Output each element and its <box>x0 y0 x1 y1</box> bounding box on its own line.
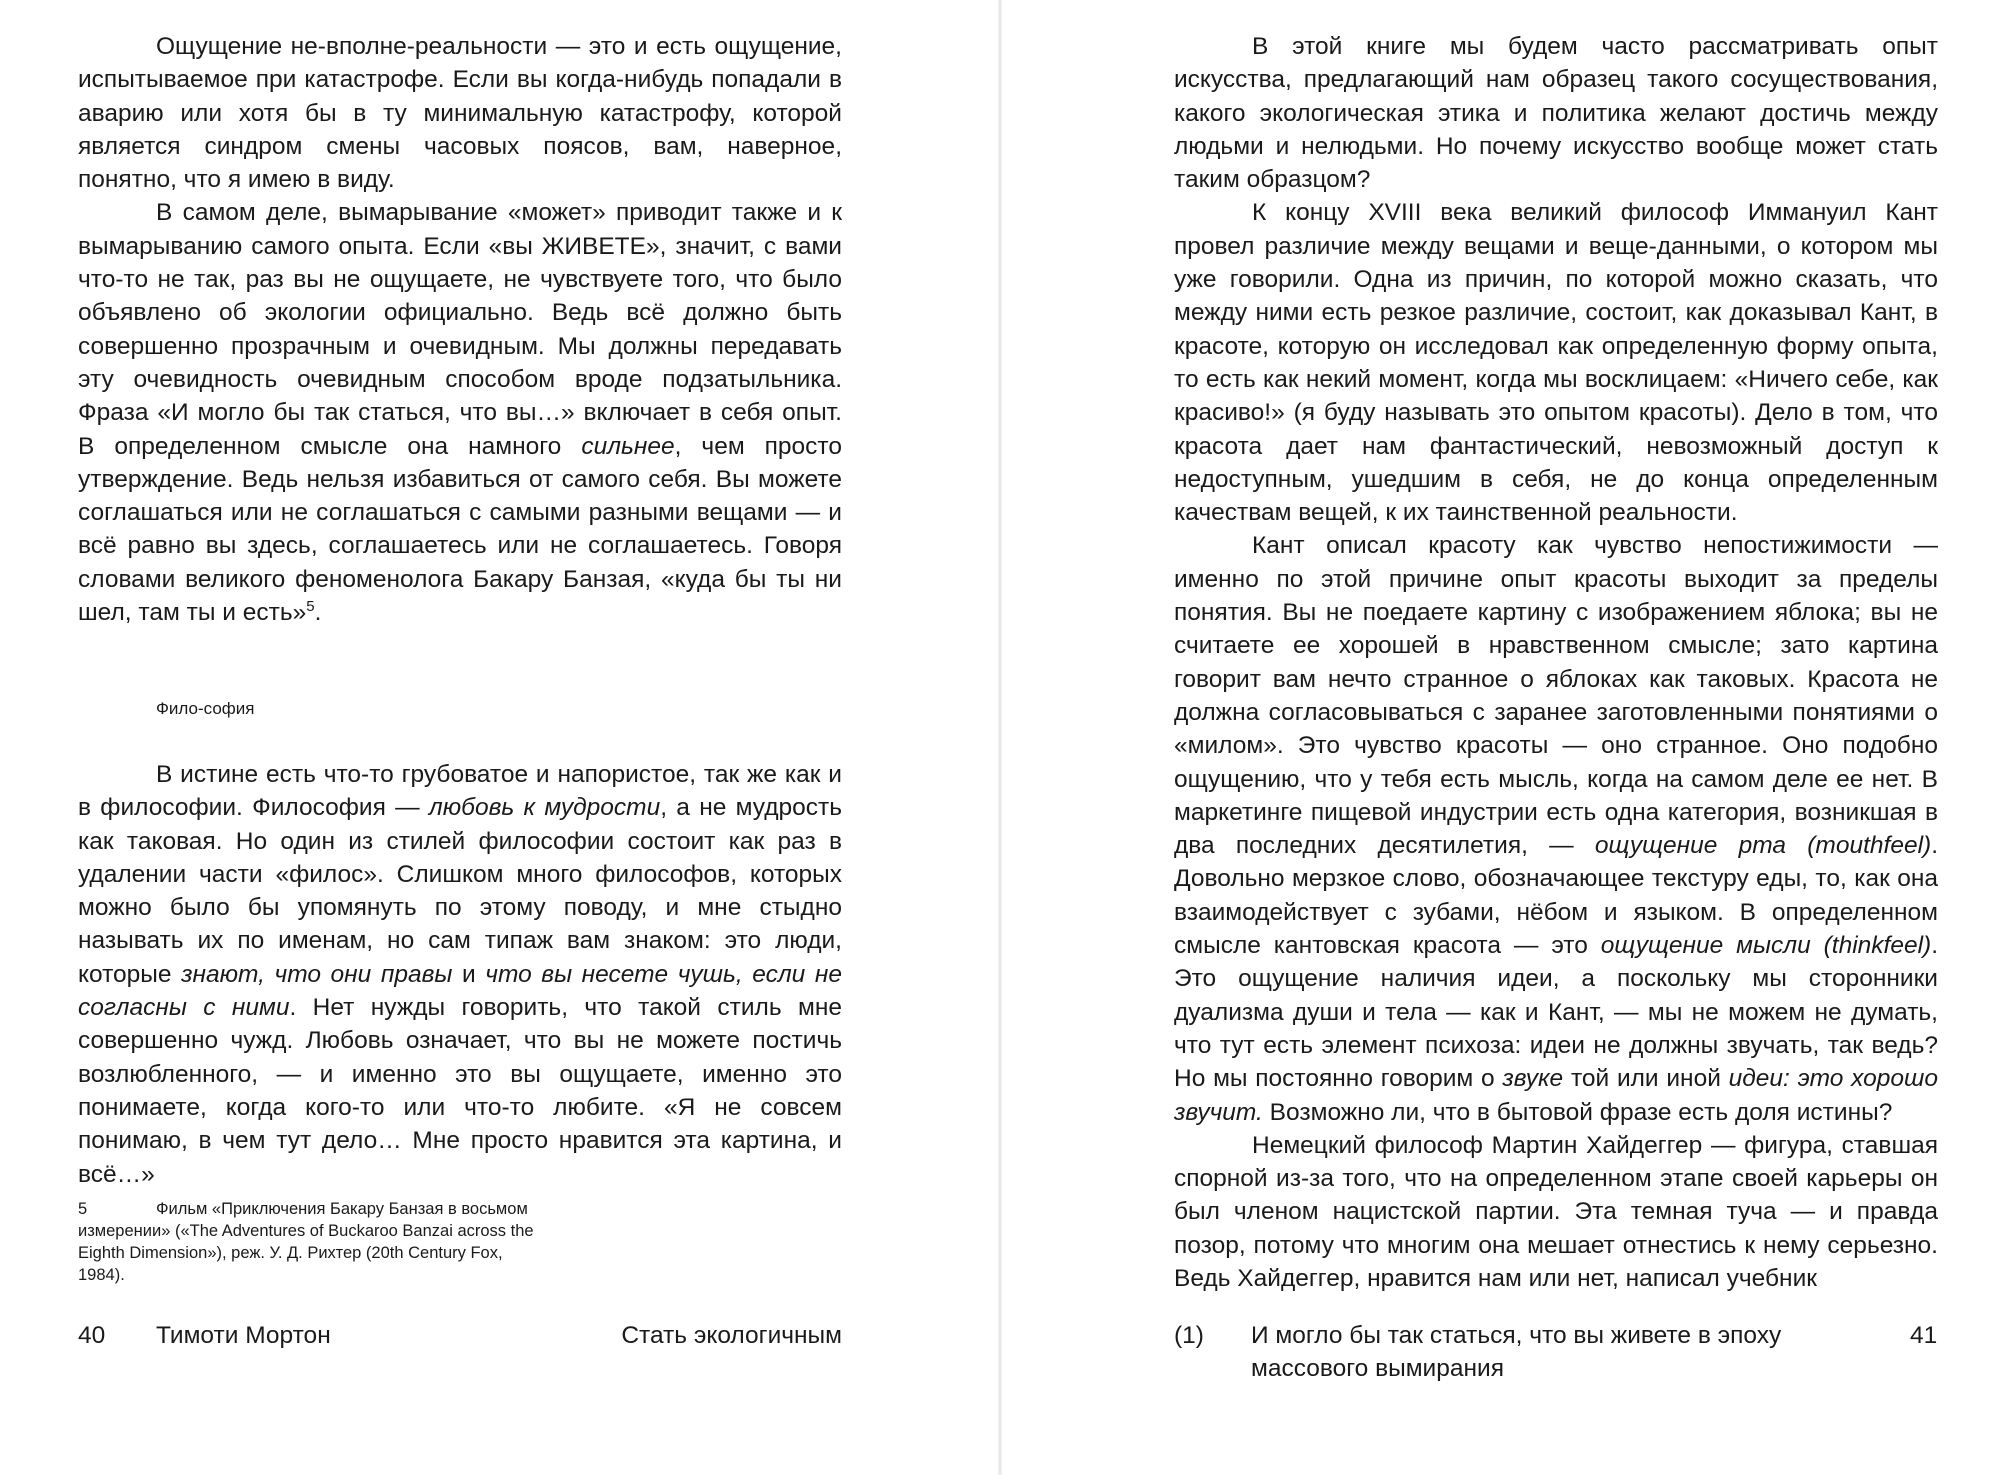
italic-run: ощущение мысли (thinkfeel) <box>1600 932 1932 960</box>
text-run: Возможно ли, что в бытовой фразе есть доля истины? <box>1262 1098 1893 1126</box>
chapter-number: (1) <box>1174 1322 1204 1349</box>
italic-run: идеи: это хорошо звучит. <box>1174 1065 1938 1126</box>
paragraph-philosophy <box>78 758 842 1191</box>
italic-run: что вы несете чушь, если не согласны с ними <box>78 960 842 1022</box>
paragraph-erasure <box>78 196 842 629</box>
paragraph-heidegger: Немецкий философ Мартин Хайдеггер — фигура, ставшая спорной из-за того, что на определенном этапе своей карьеры он был членом нацистской партии. Эта темная туча — и правда позор, потому что многим она мешает отнестись к нему серьезно. Ведь Хайдеггер, нравится нам или нет, написал учебник <box>1174 1131 1938 1292</box>
paragraph-erasure-text: В самом деле, вымарывание «может» приводит также и к вымарыванию самого опыта. Если «вы ЖИВЕТЕ», значит, с вами что-то не так, раз вы не ощущаете, не чувствуете того, что было объявлено об экологии официально. Ведь всё должно быть совершенно прозрачным и очевидным. Мы должны передавать эту очевидность очевидным способом вроде подзатыльника. Фраза «И могло бы так статься, что вы…» включает в себя опыт. В определенном смысле она намного <box>78 199 842 460</box>
paragraph-art: В этой книге мы будем часто рассматривать опыт искусства, предлагающий нам образец такого сосуществования, какого экологическая этика и политика желают достичь между людьми и нелюдьми. Но почему искусство вообще может стать таким образцом? <box>1174 33 1938 194</box>
footnote-text: Фильм «Приключения Бакару Банзая в восьмом измерении» («The Adventures of Buckaroo Banzai across the Eighth Dimension»), реж. У. Д. Рихтер (20th Century Fox, 1984). <box>78 1200 534 1284</box>
left-page-body <box>78 30 842 629</box>
section-title: Фило-софия <box>156 699 255 718</box>
italic-run: любовь к мудрости <box>428 794 661 822</box>
italic-run: звуке <box>1502 1065 1564 1093</box>
running-book-title: Стать экологичным <box>621 1322 842 1349</box>
page-number-right: 41 <box>1910 1322 1938 1349</box>
paragraph-erasure-text-2: , чем просто утверждение. Ведь нельзя избавиться от самого себя. Вы можете соглашаться или не соглашаться с самыми разными вещами — и всё равно вы здесь, соглашаетесь или не соглашаетесь. Говоря словами великого феноменолога Бакару Банзая, «куда бы ты ни шел, там ты и есть» <box>78 432 842 627</box>
italic-run: ощущение рта (mouthfeel) <box>1594 832 1932 860</box>
text-run: В истине есть что-то грубоватое и напористое, так же как и в философии. Философия — <box>78 761 842 822</box>
text-run: той или иной <box>1563 1065 1729 1093</box>
paragraph-catastrophe: Ощущение не-вполне-реальности — это и есть ощущение, испытываемое при катастрофе. Если вы когда-нибудь попадали в аварию или хотя бы в ту минимальную катастрофу, которой является синдром смены часовых поясов, вам, наверное, понятно, что я имею в виду. <box>78 33 842 194</box>
paragraph-beauty <box>1174 529 1938 1128</box>
footnote-ref[interactable]: 5 <box>306 597 315 615</box>
philosophy-body <box>78 758 842 1191</box>
text-run: и <box>452 960 486 988</box>
italic-stronger: сильнее <box>581 432 675 460</box>
paragraph-kant: К концу XVIII века великий философ Иммануил Кант провел различие между вещами и веще-данными, о котором мы уже говорили. Одна из причин, по которой можно сказать, что между ними есть резкое различие, состоит, как доказывал Кант, в красоте, которую он исследовал как определенную форму опыта, то есть как некий момент, когда мы восклицаем: «Ничего себе, как красиво!» (я буду называть это опытом красоты). Дело в том, что красота дает нам фантастический, невозможный доступ к недоступным, ушедшим в себя, не до конца определенным качествам вещей, к их таинственной реальности. <box>1174 199 1938 527</box>
right-page-body <box>1174 30 1938 1295</box>
footnote <box>78 1198 548 1286</box>
text-run: , а не мудрость как таковая. Но один из стилей философии состоит как раз в удалении части «филос». Слишком много философов, которых можно было бы упомянуть по этому поводу, и мне стыдно называть их по именам, но сам типаж вам знаком: это люди, которые <box>78 794 842 988</box>
running-author: Тимоти Мортон <box>156 1322 331 1349</box>
page-number-left: 40 <box>78 1322 106 1349</box>
chapter-title: И могло бы так статься, что вы живете в эпоху массового вымирания <box>1251 1322 1782 1382</box>
text-run: Кант описал красоту как чувство непостижимости — именно по этой причине опыт красоты выходит за пределы понятия. Вы не поедаете картину с изображением яблока; вы не считаете ее хорошей в нравственном смысле; зато картина говорит вам нечто странное о яблоках как таковых. Красота не должна согласовываться с заранее заготовленными понятиями о «милом». Это чувство красоты — оно странное. Оно подобно ощущению, что у тебя есть мысль, когда на самом деле ее нет. В маркетинге пищевой индустрии есть одна категория, возникшая в два последних десятилетия, — <box>1174 532 1938 860</box>
italic-run: знают, что они правы <box>181 960 453 988</box>
period: . <box>314 599 322 627</box>
book-gutter <box>998 0 1002 1475</box>
text-run: . Это ощущение наличия идеи, а поскольку мы сторонники дуализма души и тела — как и Кант, — мы не можем не думать, что тут есть элемент психоза: идеи не должны звучать, так ведь? Но мы постоянно говорим о <box>1174 932 1938 1093</box>
text-run: . Нет нужды говорить, что такой стиль мне совершенно чужд. Любовь означает, что вы не можете постичь возлюбленного, — и именно это вы ощущаете, именно это понимаете, когда кого-то или что-то любите. «Я не совсем понимаю, в чем тут дело… Мне просто нравится эта картина, и всё…» <box>78 994 842 1188</box>
text-run: . Довольно мерзкое слово, обозначающее текстуру еды, то, как она взаимодействует с зубами, нёбом и языком. В определенном смысле кантовская красота — это <box>1174 832 1938 960</box>
footnote-number: 5 <box>78 1200 88 1218</box>
